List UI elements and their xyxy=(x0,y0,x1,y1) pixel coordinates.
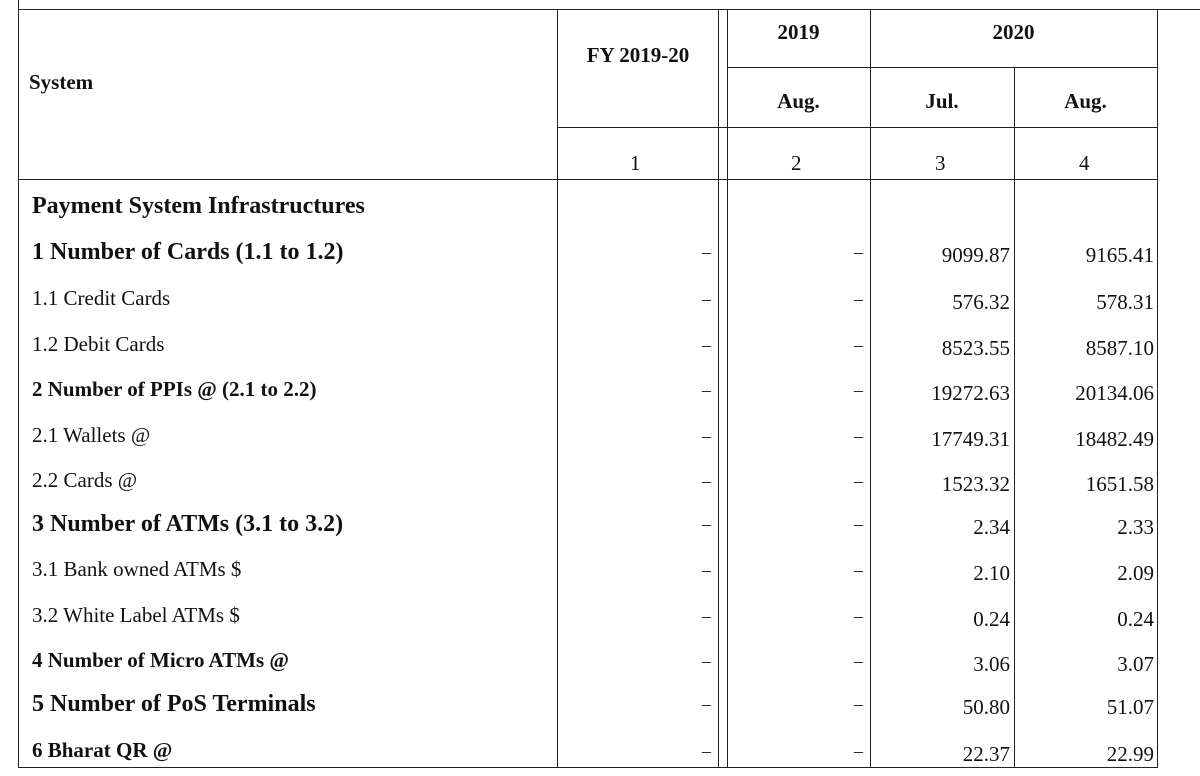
cell-jul-2020: 17749.31 xyxy=(931,427,1010,451)
cell-aug-2019: – xyxy=(854,741,863,761)
row-label: 1 Number of Cards (1.1 to 1.2) xyxy=(32,239,344,265)
row-label: 3 Number of ATMs (3.1 to 3.2) xyxy=(32,511,344,537)
header-month-aug-2020: Aug. xyxy=(1064,89,1107,113)
cell-fy-2019-20: – xyxy=(702,606,711,626)
cell-aug-2020: 51.07 xyxy=(1106,695,1154,719)
col-number-1: 1 xyxy=(630,151,641,175)
cell-fy-2019-20: – xyxy=(702,426,711,446)
cell-aug-2019: – xyxy=(854,651,863,671)
cell-jul-2020: 0.24 xyxy=(973,607,1010,631)
col-number-4: 4 xyxy=(1079,151,1090,175)
cell-aug-2019: – xyxy=(854,560,863,580)
cell-aug-2019: – xyxy=(854,335,863,355)
cell-aug-2019: – xyxy=(854,514,863,534)
cell-aug-2020: 578.31 xyxy=(1096,290,1154,314)
row-label: 3.2 White Label ATMs $ xyxy=(32,603,240,627)
row-label: 2.2 Cards @ xyxy=(32,468,138,492)
col-divider-fy xyxy=(718,9,719,768)
cell-aug-2020: 2.33 xyxy=(1117,515,1154,539)
row-label: 3.1 Bank owned ATMs $ xyxy=(32,557,242,581)
cell-jul-2020: 2.10 xyxy=(973,561,1010,585)
cell-aug-2019: – xyxy=(854,380,863,400)
section-title: Payment System Infrastructures xyxy=(32,193,365,219)
cell-aug-2019: – xyxy=(854,606,863,626)
row-label: 4 Number of Micro ATMs @ xyxy=(32,648,289,672)
col-divider-system xyxy=(557,9,558,768)
header-month-aug-2019: Aug. xyxy=(777,89,820,113)
cell-fy-2019-20: – xyxy=(702,651,711,671)
cell-aug-2020: 8587.10 xyxy=(1085,336,1154,360)
col-divider-2019 xyxy=(870,9,871,768)
row-label: 2 Number of PPIs @ (2.1 to 2.2) xyxy=(32,377,317,401)
cell-fy-2019-20: – xyxy=(702,694,711,714)
cell-aug-2019: – xyxy=(854,426,863,446)
col-divider-fy-inner xyxy=(727,9,728,768)
row-label: 6 Bharat QR @ xyxy=(32,738,173,762)
cell-jul-2020: 22.37 xyxy=(962,742,1010,766)
cell-fy-2019-20: – xyxy=(702,560,711,580)
header-fy: FY 2019-20 xyxy=(586,43,690,67)
header-month-jul-2020: Jul. xyxy=(925,89,959,113)
row-label: 1.2 Debit Cards xyxy=(32,332,165,356)
header-system: System xyxy=(29,70,94,94)
cell-aug-2020: 22.99 xyxy=(1106,742,1154,766)
cell-aug-2020: 9165.41 xyxy=(1085,243,1154,267)
cell-jul-2020: 1523.32 xyxy=(941,472,1010,496)
cell-jul-2020: 2.34 xyxy=(973,515,1010,539)
cell-aug-2019: – xyxy=(854,289,863,309)
cell-fy-2019-20: – xyxy=(702,741,711,761)
cell-jul-2020: 576.32 xyxy=(952,290,1010,314)
cell-fy-2019-20: – xyxy=(702,380,711,400)
cell-fy-2019-20: – xyxy=(702,289,711,309)
cell-jul-2020: 19272.63 xyxy=(931,381,1010,405)
row-label: 2.1 Wallets @ xyxy=(32,423,151,447)
cell-fy-2019-20: – xyxy=(702,242,711,262)
cell-aug-2020: 20134.06 xyxy=(1075,381,1154,405)
cell-aug-2020: 1651.58 xyxy=(1085,472,1154,496)
row-label: 1.1 Credit Cards xyxy=(32,286,171,310)
year-subheader-divider xyxy=(727,67,1157,68)
col-divider-jul xyxy=(1014,67,1015,768)
table-bottom-border xyxy=(18,767,1158,768)
cell-aug-2019: – xyxy=(854,242,863,262)
table-right-border xyxy=(1157,9,1158,768)
cell-jul-2020: 9099.87 xyxy=(941,243,1010,267)
header-bottom-border xyxy=(18,179,1158,180)
table-top-border xyxy=(18,9,1200,10)
cell-aug-2019: – xyxy=(854,694,863,714)
table-left-border xyxy=(18,0,19,768)
cell-fy-2019-20: – xyxy=(702,335,711,355)
month-subheader-divider xyxy=(558,127,1158,128)
cell-aug-2020: 2.09 xyxy=(1117,561,1154,585)
row-label: 5 Number of PoS Terminals xyxy=(32,691,316,717)
col-number-2: 2 xyxy=(791,151,802,175)
cell-aug-2019: – xyxy=(854,471,863,491)
cell-jul-2020: 50.80 xyxy=(962,695,1010,719)
col-number-3: 3 xyxy=(935,151,946,175)
cell-aug-2020: 3.07 xyxy=(1117,652,1154,676)
cell-fy-2019-20: – xyxy=(702,471,711,491)
cell-aug-2020: 0.24 xyxy=(1117,607,1154,631)
cell-jul-2020: 8523.55 xyxy=(941,336,1010,360)
cell-jul-2020: 3.06 xyxy=(973,652,1010,676)
cell-aug-2020: 18482.49 xyxy=(1075,427,1154,451)
header-year-2019: 2019 xyxy=(777,20,820,44)
header-year-2020: 2020 xyxy=(992,20,1035,44)
cell-fy-2019-20: – xyxy=(702,514,711,534)
